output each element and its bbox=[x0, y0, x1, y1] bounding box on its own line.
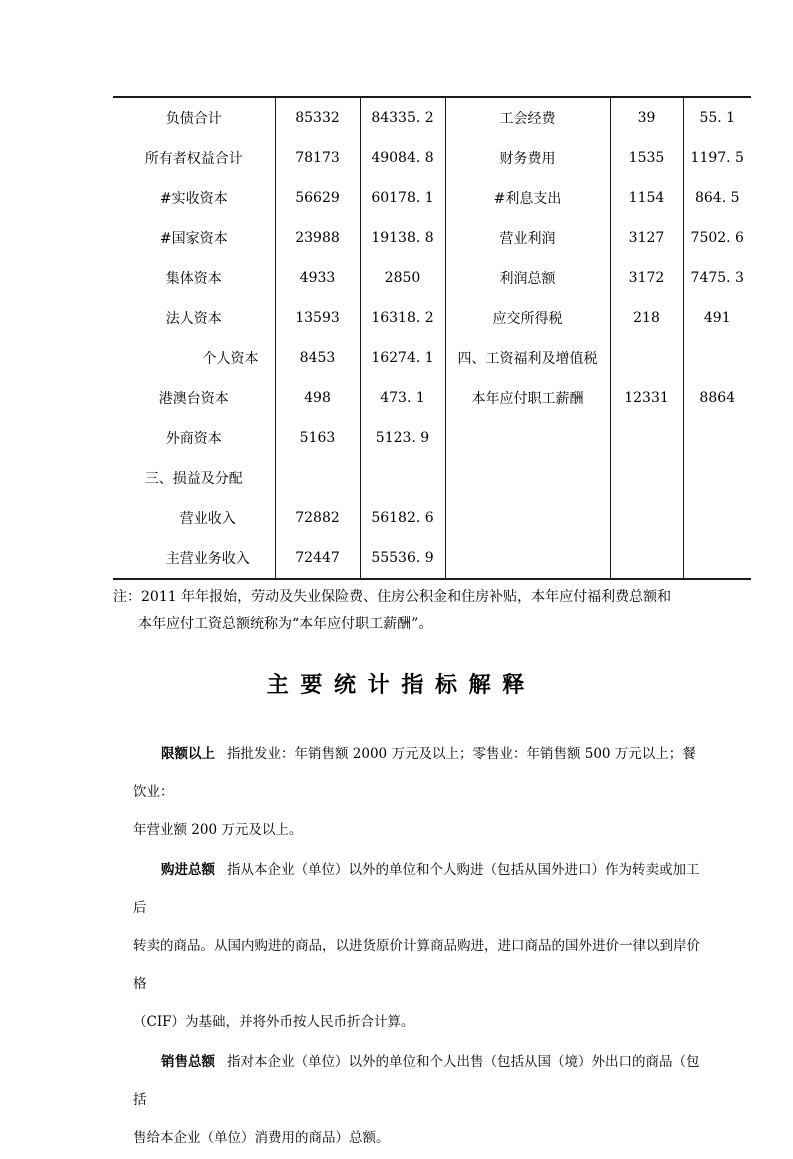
indicator-label: 营业收入 bbox=[113, 498, 275, 538]
indicator-value: 473. 1 bbox=[360, 378, 445, 418]
paragraph-line bbox=[133, 851, 705, 927]
paragraph-line: 转卖的商品。从国内购进的商品，以进货原价计算商品购进，进口商品的国外进价一律以到岸价格 bbox=[133, 938, 700, 992]
indicator-value: 16318. 2 bbox=[360, 298, 445, 338]
note-line: 本年应付工资总额统称为“本年应付职工薪酬”。 bbox=[138, 616, 433, 632]
table-row bbox=[113, 138, 751, 178]
definition-paragraph bbox=[133, 1043, 705, 1157]
indicator-value bbox=[360, 458, 445, 498]
definition-paragraph bbox=[133, 851, 705, 1041]
indicator-value: 1535 bbox=[610, 138, 683, 178]
paragraph-line: （CIF）为基础，并将外币按人民币折合计算。 bbox=[133, 1014, 415, 1030]
table-row bbox=[113, 298, 751, 338]
indicator-value: 12331 bbox=[610, 378, 683, 418]
indicator-value: 218 bbox=[610, 298, 683, 338]
indicator-label: 应交所得税 bbox=[445, 298, 610, 338]
indicator-value: 49084. 8 bbox=[360, 138, 445, 178]
indicator-value bbox=[683, 498, 751, 538]
table-row bbox=[113, 338, 751, 378]
indicator-label bbox=[445, 418, 610, 458]
indicator-value bbox=[683, 458, 751, 498]
indicator-label: 法人资本 bbox=[113, 298, 275, 338]
table-row bbox=[113, 538, 751, 579]
indicator-value: 19138. 8 bbox=[360, 218, 445, 258]
term-label: 销售总额 bbox=[161, 1054, 215, 1070]
indicator-value: 84335. 2 bbox=[360, 97, 445, 138]
table-row bbox=[113, 498, 751, 538]
indicator-value: 2850 bbox=[360, 258, 445, 298]
indicator-label bbox=[445, 498, 610, 538]
indicator-label: #国家资本 bbox=[113, 218, 275, 258]
paragraph-text: 指从本企业（单位）以外的单位和个人购进（包括从国外进口）作为转卖或加工后 bbox=[133, 862, 700, 916]
indicator-label: 港澳台资本 bbox=[113, 378, 275, 418]
indicator-value bbox=[683, 538, 751, 579]
indicator-label: #利息支出 bbox=[445, 178, 610, 218]
indicator-value: 498 bbox=[275, 378, 360, 418]
indicator-value bbox=[610, 338, 683, 378]
note-text: 2011 年年报始，劳动及失业保险费、住房公积金和住房补贴，本年应付福利费总额和 bbox=[141, 589, 672, 605]
indicator-value: 8864 bbox=[699, 390, 736, 406]
indicator-label: 集体资本 bbox=[113, 258, 275, 298]
term-label: 限额以上 bbox=[161, 746, 215, 762]
indicator-label: 四、工资福利及增值税 bbox=[445, 338, 610, 378]
table-row bbox=[113, 458, 751, 498]
indicator-value: 1197. 5 bbox=[690, 150, 744, 166]
paragraph-text: 指对本企业（单位）以外的单位和个人出售（包括从国（境）外出口的商品（包括 bbox=[133, 1054, 700, 1108]
table-row bbox=[113, 218, 751, 258]
indicator-label: 主营业务收入 bbox=[113, 538, 275, 579]
indicator-value: 55536. 9 bbox=[360, 538, 445, 579]
note-prefix: 注： bbox=[113, 589, 141, 605]
indicator-label: 所有者权益合计 bbox=[113, 138, 275, 178]
indicator-value bbox=[275, 458, 360, 498]
indicator-value: 4933 bbox=[275, 258, 360, 298]
table-row bbox=[113, 97, 751, 138]
table-row bbox=[113, 258, 751, 298]
indicator-label: 外商资本 bbox=[113, 418, 275, 458]
indicator-label: 工会经费 bbox=[445, 97, 610, 138]
indicator-label: 个人资本 bbox=[113, 338, 275, 378]
paragraph-line: 年营业额 200 万元及以上。 bbox=[133, 822, 303, 838]
indicator-value: 16274. 1 bbox=[360, 338, 445, 378]
table-note bbox=[113, 584, 723, 638]
indicator-value: 13593 bbox=[275, 298, 360, 338]
indicator-value: 55. 1 bbox=[699, 110, 736, 126]
indicator-value: 1154 bbox=[610, 178, 683, 218]
indicator-value bbox=[610, 458, 683, 498]
indicator-label: 三、损益及分配 bbox=[113, 458, 275, 498]
term-label: 购进总额 bbox=[161, 862, 215, 878]
paragraph-line bbox=[133, 1043, 705, 1119]
indicator-value bbox=[683, 338, 751, 378]
table-row bbox=[113, 178, 751, 218]
indicator-label: 利润总额 bbox=[445, 258, 610, 298]
indicator-value: 5163 bbox=[275, 418, 360, 458]
indicator-value: 7502. 6 bbox=[690, 230, 744, 246]
indicator-value: 39 bbox=[610, 97, 683, 138]
financial-indicators-table bbox=[113, 96, 751, 580]
indicator-value bbox=[610, 538, 683, 579]
indicator-value bbox=[610, 498, 683, 538]
indicator-label bbox=[445, 538, 610, 579]
indicator-value: 8453 bbox=[275, 338, 360, 378]
indicator-value: 72882 bbox=[275, 498, 360, 538]
indicator-value: 60178. 1 bbox=[360, 178, 445, 218]
indicator-value: 864. 5 bbox=[694, 190, 740, 206]
indicator-value: 56629 bbox=[275, 178, 360, 218]
indicator-label: 营业利润 bbox=[445, 218, 610, 258]
indicator-label: 本年应付职工薪酬 bbox=[445, 378, 610, 418]
paragraph-line: 售给本企业（单位）消费用的商品）总额。 bbox=[133, 1130, 390, 1146]
indicator-value bbox=[610, 418, 683, 458]
indicator-value bbox=[683, 418, 751, 458]
indicator-value: 3127 bbox=[610, 218, 683, 258]
indicator-value: 85332 bbox=[275, 97, 360, 138]
indicator-value: 56182. 6 bbox=[360, 498, 445, 538]
table-row bbox=[113, 378, 751, 418]
table-row bbox=[113, 418, 751, 458]
definition-paragraph bbox=[133, 735, 705, 849]
paragraph-text: 指批发业：年销售额 2000 万元及以上；零售业：年销售额 500 万元以上；餐饮业： bbox=[133, 746, 696, 800]
note-line bbox=[113, 584, 723, 611]
indicator-value: 3172 bbox=[610, 258, 683, 298]
indicator-value: 5123. 9 bbox=[360, 418, 445, 458]
indicator-value: 7475. 3 bbox=[690, 270, 744, 286]
indicator-value: 72447 bbox=[275, 538, 360, 579]
indicator-label: 负债合计 bbox=[113, 97, 275, 138]
indicator-value: 23988 bbox=[275, 218, 360, 258]
indicator-label: #实收资本 bbox=[113, 178, 275, 218]
paragraph-line bbox=[133, 735, 705, 811]
indicator-label bbox=[445, 458, 610, 498]
indicator-value: 78173 bbox=[275, 138, 360, 178]
indicator-value: 491 bbox=[703, 310, 731, 326]
indicator-label: 财务费用 bbox=[445, 138, 610, 178]
definitions-section bbox=[133, 735, 705, 1159]
section-heading: 主 要 统 计 指 标 解 释 bbox=[266, 673, 527, 698]
